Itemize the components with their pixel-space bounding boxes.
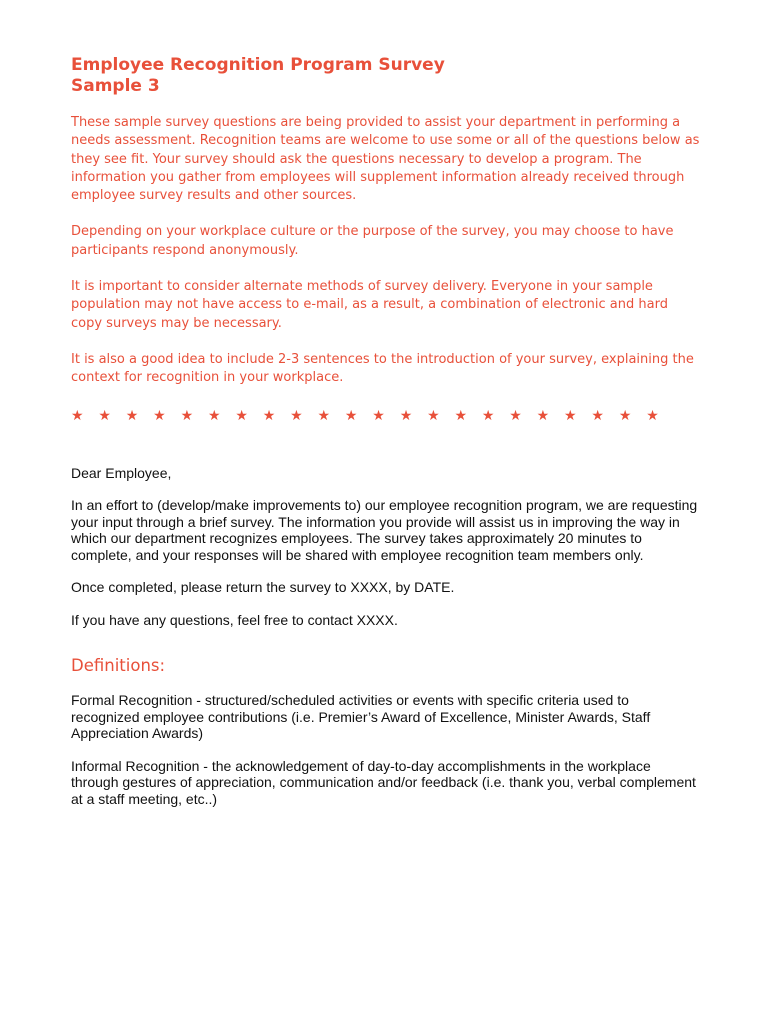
star-icon: ★	[235, 407, 248, 424]
intro-paragraph: Depending on your workplace culture or the purpose of the survey, you may choose to have participants respond anonymously.	[71, 224, 674, 258]
employee-letter	[71, 465, 701, 629]
star-icon: ★	[646, 407, 659, 424]
definition-item: Formal Recognition - structured/scheduled activities or events with specific criteria used to recognized employee contributions (i.e. Premier’s Award of Excellence, Minister Awards, Staff Appreciation Awards)	[71, 692, 651, 742]
star-icon: ★	[317, 407, 331, 424]
star-icon: ★	[207, 407, 221, 424]
star-icon: ★	[180, 407, 194, 424]
star-icon: ★	[509, 407, 522, 424]
letter-greeting: Dear Employee,	[71, 464, 172, 481]
star-icon: ★	[372, 407, 385, 424]
star-icon: ★	[481, 407, 495, 424]
star-icon: ★	[399, 407, 413, 424]
definitions-heading: Definitions:	[71, 656, 166, 676]
intro-paragraph: It is important to consider alternate methods of survey delivery. Everyone in your sample population may not have access to e-mail, as a result, a combination of electronic and hard copy surveys may be necessary.	[71, 279, 668, 331]
star-icon: ★	[125, 407, 139, 424]
star-icon: ★	[591, 407, 604, 424]
title-line-1: Employee Recognition Program Survey	[71, 55, 445, 75]
intro-paragraph: It is also a good idea to include 2-3 sentences to the introduction of your survey, explaining the context for recognition in your workplace.	[71, 351, 694, 386]
document-title	[71, 55, 701, 97]
star-icon: ★	[454, 407, 468, 424]
definition-item: Informal Recognition - the acknowledgement of day-to-day accomplishments in the workplace through gestures of appreciation, communication and/or feedback (i.e. thank you, verbal complement at a staff meeting, etc..)	[71, 757, 696, 807]
star-icon: ★	[344, 407, 358, 424]
intro-paragraph: These sample survey questions are being provided to assist your department in performing a needs assessment. Recognition teams are welcome to use some or all of the questions below as they see fit. Your survey should ask the questions necessary to develop a program. The information you gather from employees will supplement information already received through employee survey results and other sources.	[71, 115, 700, 204]
definitions-section	[71, 656, 701, 807]
star-icon: ★	[427, 407, 440, 424]
title-line-2: Sample 3	[71, 76, 160, 96]
star-icon: ★	[153, 407, 166, 424]
star-icon: ★	[536, 407, 550, 424]
intro-section	[71, 114, 701, 388]
star-icon: ★	[262, 407, 276, 424]
star-icon: ★	[618, 407, 632, 424]
star-icon: ★	[71, 407, 84, 424]
letter-contact: If you have any questions, feel free to contact XXXX.	[71, 611, 398, 628]
document-content	[71, 55, 701, 823]
letter-body: In an effort to (develop/make improvements to) our employee recognition program, we are requesting your input through a brief survey. The information you provide will assist us in improving the way in which our department recognizes employees. The survey takes approximately 20 minutes to complete, and your responses will be shared with employee recognition team members only.	[71, 497, 698, 563]
star-icon: ★	[564, 407, 577, 424]
star-icon: ★	[98, 407, 111, 424]
star-icon: ★	[290, 407, 303, 424]
star-divider	[71, 406, 701, 426]
letter-return-instructions: Once completed, please return the survey to XXXX, by DATE.	[71, 579, 455, 596]
